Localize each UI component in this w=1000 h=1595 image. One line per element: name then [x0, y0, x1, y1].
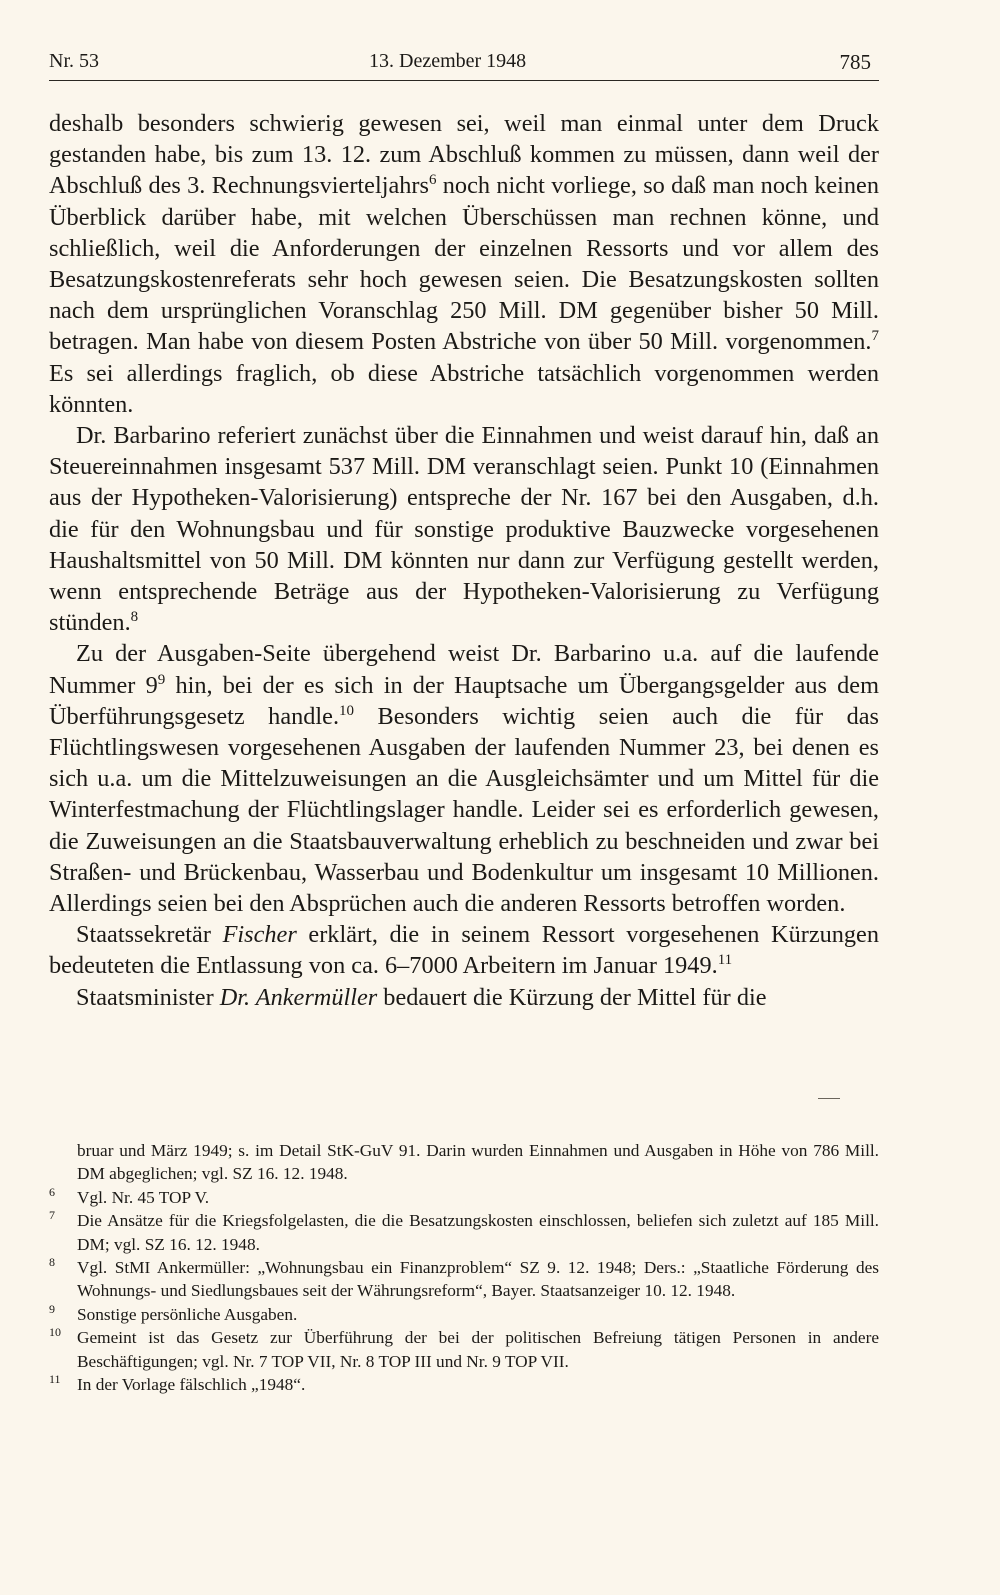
footnote-number: 8: [49, 1255, 55, 1270]
footnote-ref[interactable]: 11: [717, 952, 733, 969]
footnote: [49, 1186, 879, 1209]
footnote-text: Vgl. Nr. 45 TOP V.: [77, 1187, 210, 1207]
footnote-number: 6: [49, 1184, 55, 1199]
speaker-name: Fischer: [222, 921, 297, 949]
footnote: [49, 1373, 879, 1396]
footnote-ref[interactable]: 6: [428, 172, 437, 189]
footnote-text: Sonstige persönliche Ausgaben.: [77, 1304, 298, 1324]
footnote-continuation: bruar und März 1949; s. im Detail StK-GuV 91. Darin wurden Einnahmen und Ausgaben in Höhe von 786 Mill. DM abgeglichen; vgl. SZ 16. 12. 1948.: [77, 1141, 879, 1184]
paragraph: Dr. Barbarino referiert zunächst über die Einnahmen und weist darauf hin, daß an Steuereinnahmen insgesamt 537 Mill. DM veranschlagt seien. Punkt 10 (Einnahmen aus der Hypotheken-Valorisierung) entspreche der Nr. 167 bei den Ausgaben, d.h. die für den Wohnungsbau und für sonstige produktive Bauzwecke vorgesehenen Haushaltsmittel von 50 Mill. DM könnten nur dann zur Verfügung gestellt werden, wenn entsprechende Beträge aus der Hypotheken-Valorisierung zu Verfügung stünden.$^8$: [49, 422, 879, 637]
footnote-number: 7: [49, 1208, 55, 1223]
main-text: [49, 108, 879, 1013]
footnote-ref[interactable]: 7: [871, 328, 879, 345]
footnote: [49, 1256, 879, 1303]
session-date: 13. Dezember 1948: [369, 50, 527, 72]
paragraph: Staatsminister Dr. Ankermüller bedauert die Kürzung der Mittel für die: [76, 983, 767, 1011]
footnote-number: 10: [49, 1325, 61, 1340]
footnote-text: In der Vorlage fälschlich „1948“.: [77, 1375, 306, 1395]
document-number: Nr. 53: [49, 50, 99, 72]
footnote-text: Gemeint ist das Gesetz zur Überführung der bei der politischen Befreiung tätigen Personen in andere Beschäftigungen; vgl. Nr. 7 TOP VII, Nr. 8 TOP III und Nr. 9 TOP VII.: [77, 1328, 879, 1371]
footnote: [49, 1209, 879, 1256]
page-number: 785: [839, 50, 871, 74]
speaker-name: Dr. Ankermüller: [219, 983, 378, 1011]
footnotes: [49, 1139, 879, 1396]
footnote-text: Vgl. StMI Ankermüller: „Wohnungsbau ein Finanzproblem“ SZ 9. 12. 1948; Ders.: „Staatliche Förderung des Wohnungs- und Siedlungsbaues seit der Währungsreform“, Bayer. Staatsanzeiger 10. 12. 1948.: [77, 1258, 879, 1301]
paragraph: deshalb besonders schwierig gewesen sei, weil man einmal unter dem Druck gestanden habe, bis zum 13. 12. zum Abschluß kommen zu müssen, dann weil der Abschluß des 3. Rechnungsvierteljahrs$^6$ noch nicht vorliege, so daß man noch keinen Überblick darüber habe, mit welchen Überschüssen man rechnen könne, und schließlich, weil die Anforderungen der einzelnen Ressorts und vor allem des Besatzungskostenreferats sehr hoch gewesen seien. Die Besatzungskosten sollten nach dem ursprünglichen Voranschlag 250 Mill. DM gegenüber bisher 50 Mill. betragen. Man habe von diesem Posten Abstriche von über 50 Mill. vorgenommen.$^7$ Es sei allerdings fraglich, ob diese Abstriche tatsächlich vorgenommen werden könnten.: [49, 110, 879, 418]
footnote-text: Die Ansätze für die Kriegsfolgelasten, die die Besatzungskosten einschlossen, beliefen sich zuletzt auf 185 Mill. DM; vgl. SZ 16. 12. 1948.: [77, 1211, 879, 1254]
paragraph: Staatssekretär Fischer erklärt, die in seinem Ressort vorgesehenen Kürzungen bedeuteten die Entlassung von ca. 6–7000 Arbeitern im Januar 1949.11: [49, 921, 879, 980]
footnote: [49, 1326, 879, 1373]
footnote-number: 11: [49, 1372, 61, 1387]
paragraph: Zu der Ausgaben-Seite übergehend weist Dr. Barbarino u.a. auf die laufende Nummer $9^9$ hin, bei der es sich in der Hauptsache um Übergangsgelder aus dem Überführungsgesetz handle.$^{10}$ Besonders wichtig seien auch die für das Flüchtlingswesen vorgesehenen Ausgaben der laufenden Nummer 23, bei denen es sich u.a. um die Mittelzuweisungen an die Ausgleichsämter und um Mittel für die Winterfestmachung der Flüchtlingslager handle. Leider sei es erforderlich gewesen, die Zuweisungen an die Staatsbauverwaltung erheblich zu beschneiden und zwar bei Straßen- und Brückenbau, Wasserbau und Bodenkultur um insgesamt 10 Millionen. Allerdings seien bei den Absprüchen auch die anderen Ressorts betroffen worden.: [49, 640, 879, 918]
footnote-separator: [818, 1098, 840, 1099]
footnote-ref[interactable]: 10: [339, 702, 355, 719]
running-header: [49, 46, 879, 81]
footnote-ref[interactable]: 8: [130, 609, 139, 626]
footnote-ref[interactable]: 9: [157, 671, 166, 688]
footnote-number: 9: [49, 1301, 55, 1316]
footnote: [49, 1303, 879, 1326]
